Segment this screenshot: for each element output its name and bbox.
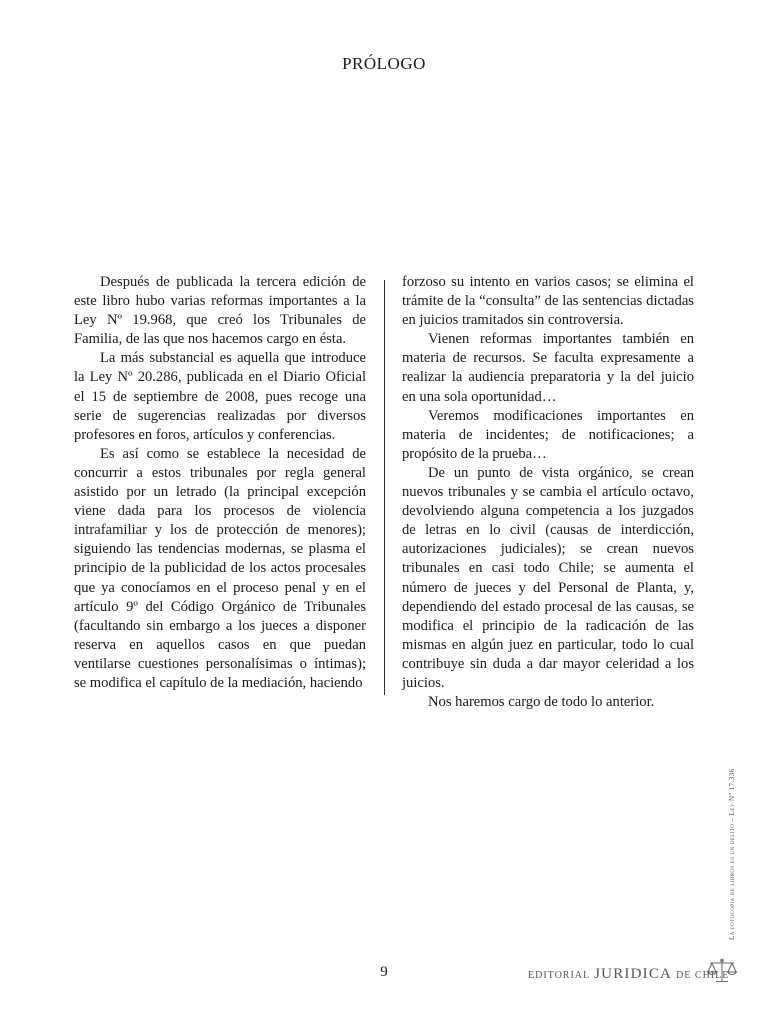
paragraph: Es así como se establece la necesidad de concurrir a estos tribunales por regla general asistido por un letrado (la principal excepción viene dada para los procesos de violencia intrafamiliar y los de protección de menores); siguiendo las tendencias modernas, se plasma el principio de la publicidad de los actos procesales que ya conocíamos en el proceso penal y en el artículo 9º del Código Orgánico de Tribunales (facultando sin embargo a los jueces a disponer reserva en aquellos casos en que puedan ventilarse cuestiones personalísimas o íntimas); se modifica el capítulo de la mediación, haciendo bbox=[74, 445, 366, 691]
paragraph: Después de publicada la tercera edición de este libro hubo varias reformas importantes a la Ley Nº 19.968, que creó los Tribunales de Familia, de las que nos hacemos cargo en ésta. bbox=[74, 274, 366, 348]
paragraph: Vienen reformas importantes también en materia de recursos. Se faculta expresamente a realizar la audiencia preparatoria y la del juicio en una sola oportunidad… bbox=[402, 331, 694, 405]
page-title: PRÓLOGO bbox=[342, 54, 426, 73]
left-column bbox=[74, 273, 366, 693]
paragraph: La más substancial es aquella que introduce la Ley Nº 20.286, publicada en el Diario Oficial el 15 de septiembre de 2008, pues recoge una serie de sugerencias realizadas por diversos profesores en foros, artículos y conferencias. bbox=[74, 350, 366, 443]
paragraph: Veremos modificaciones importantes en materia de incidentes; de notificaciones; a propósito de la prueba… bbox=[402, 407, 694, 462]
column-divider bbox=[384, 280, 385, 695]
publisher-prefix: EDITORIAL bbox=[528, 970, 591, 981]
scales-of-justice-icon bbox=[706, 958, 738, 984]
publisher-suffix: DE CHILE bbox=[676, 970, 730, 981]
paragraph-continuation: forzoso su intento en varios casos; se elimina el trámite de la “consulta” de las sentencias dictadas en juicios tramitados sin controversia. bbox=[402, 274, 694, 329]
paragraph: Nos haremos cargo de todo lo anterior. bbox=[428, 694, 655, 711]
page-number: 9 bbox=[380, 964, 388, 980]
right-column bbox=[402, 273, 694, 712]
publisher-imprint bbox=[528, 965, 729, 983]
paragraph: De un punto de vista orgánico, se crean nuevos tribunales y se cambia el artículo octavo, devolviendo alguna competencia a los juzgados de letras en lo civil (causas de interdicción, autorizaciones judiciales); se crean nuevos tribunales en casi todo Chile; se aumenta el número de jueces y del Personal de Planta, y, dependiendo del estado procesal de las causas, se modifica el principio de la radicación de las mismas en algún juez en particular, todo lo cual contribuye sin duda a dar mayor celeridad a los juicios. bbox=[402, 464, 694, 691]
copyright-notice: La fotocopia de libros es un delito – Ley Nº 17.336 bbox=[728, 768, 736, 940]
publisher-name: JURIDICA bbox=[594, 966, 673, 982]
